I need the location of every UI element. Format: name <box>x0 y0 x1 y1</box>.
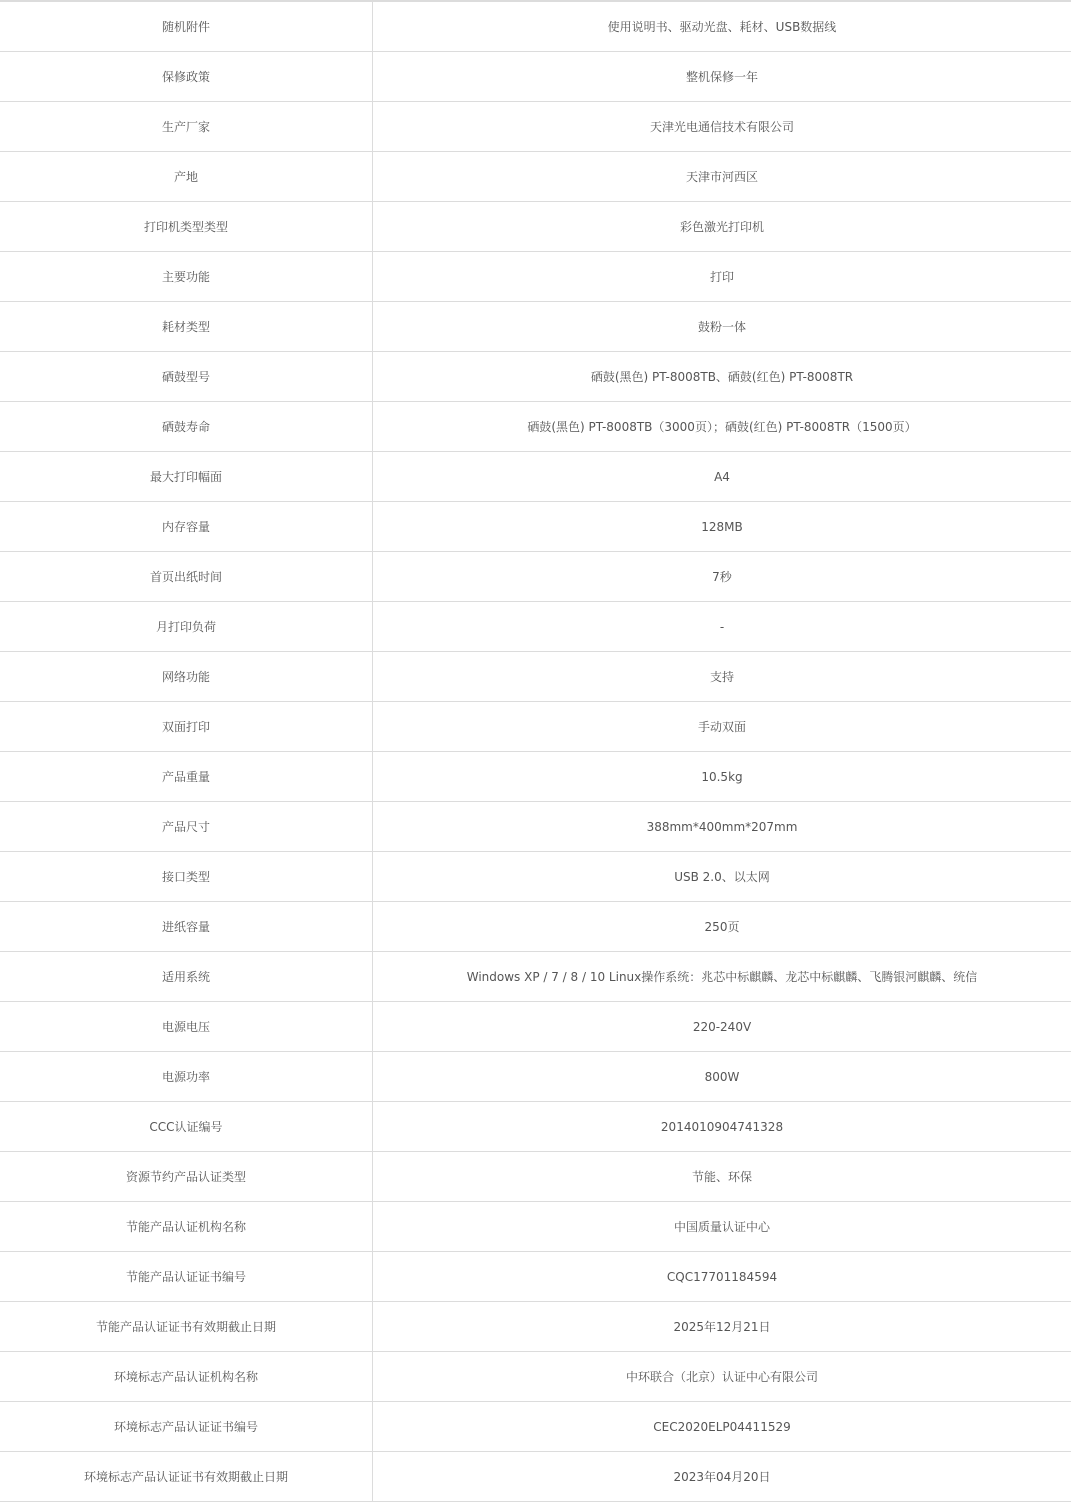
spec-value: Windows XP / 7 / 8 / 10 Linux操作系统：兆芯中标麒麟、龙芯中标麒麟、飞腾银河麒麟、统信 <box>373 952 1071 1002</box>
spec-label: 月打印负荷 <box>0 602 373 652</box>
spec-value: 天津光电通信技术有限公司 <box>373 102 1071 152</box>
spec-label: 产品重量 <box>0 752 373 802</box>
spec-value: 硒鼓(黑色) PT-8008TB、硒鼓(红色) PT-8008TR <box>373 352 1071 402</box>
table-row <box>0 402 1071 452</box>
table-row <box>0 252 1071 302</box>
table-row <box>0 702 1071 752</box>
spec-value: 10.5kg <box>373 752 1071 802</box>
spec-value: 2023年04月20日 <box>373 1452 1071 1502</box>
table-row <box>0 1002 1071 1052</box>
table-row <box>0 1302 1071 1352</box>
spec-label: 节能产品认证机构名称 <box>0 1202 373 1252</box>
spec-value: 388mm*400mm*207mm <box>373 802 1071 852</box>
spec-label: 耗材类型 <box>0 302 373 352</box>
spec-label: 节能产品认证证书有效期截止日期 <box>0 1302 373 1352</box>
table-row <box>0 1352 1071 1402</box>
spec-label: 接口类型 <box>0 852 373 902</box>
table-row <box>0 1452 1071 1502</box>
table-row <box>0 1052 1071 1102</box>
spec-label: 电源功率 <box>0 1052 373 1102</box>
table-row <box>0 302 1071 352</box>
table-row <box>0 652 1071 702</box>
spec-value: 支持 <box>373 652 1071 702</box>
spec-value: 中国质量认证中心 <box>373 1202 1071 1252</box>
spec-label: 打印机类型类型 <box>0 202 373 252</box>
spec-value: 硒鼓(黑色) PT-8008TB（3000页）；硒鼓(红色) PT-8008TR（1500页） <box>373 402 1071 452</box>
spec-label: 电源电压 <box>0 1002 373 1052</box>
spec-label: 生产厂家 <box>0 102 373 152</box>
table-row <box>0 902 1071 952</box>
spec-label: 首页出纸时间 <box>0 552 373 602</box>
table-row <box>0 502 1071 552</box>
spec-label: 适用系统 <box>0 952 373 1002</box>
table-row <box>0 552 1071 602</box>
spec-label: 主要功能 <box>0 252 373 302</box>
table-row <box>0 52 1071 102</box>
spec-value: 250页 <box>373 902 1071 952</box>
spec-value: 打印 <box>373 252 1071 302</box>
table-row <box>0 852 1071 902</box>
spec-table-body <box>0 1 1071 1502</box>
table-row <box>0 452 1071 502</box>
spec-value: 鼓粉一体 <box>373 302 1071 352</box>
spec-label: 环境标志产品认证证书有效期截止日期 <box>0 1452 373 1502</box>
spec-label: 产品尺寸 <box>0 802 373 852</box>
spec-label: 硒鼓寿命 <box>0 402 373 452</box>
spec-value: A4 <box>373 452 1071 502</box>
spec-label: 内存容量 <box>0 502 373 552</box>
table-row <box>0 802 1071 852</box>
spec-value: 220-240V <box>373 1002 1071 1052</box>
spec-value: 天津市河西区 <box>373 152 1071 202</box>
table-row <box>0 602 1071 652</box>
spec-value: 节能、环保 <box>373 1152 1071 1202</box>
table-row <box>0 1 1071 52</box>
spec-value: 手动双面 <box>373 702 1071 752</box>
spec-label: 环境标志产品认证机构名称 <box>0 1352 373 1402</box>
spec-label: 网络功能 <box>0 652 373 702</box>
spec-label: 产地 <box>0 152 373 202</box>
spec-value: 2014010904741328 <box>373 1102 1071 1152</box>
table-row <box>0 1102 1071 1152</box>
spec-label: CCC认证编号 <box>0 1102 373 1152</box>
spec-value: 整机保修一年 <box>373 52 1071 102</box>
table-row <box>0 202 1071 252</box>
spec-label: 资源节约产品认证类型 <box>0 1152 373 1202</box>
spec-value: USB 2.0、以太网 <box>373 852 1071 902</box>
spec-label: 环境标志产品认证证书编号 <box>0 1402 373 1452</box>
spec-label: 硒鼓型号 <box>0 352 373 402</box>
table-row <box>0 152 1071 202</box>
table-row <box>0 102 1071 152</box>
table-row <box>0 752 1071 802</box>
spec-value: - <box>373 602 1071 652</box>
table-row <box>0 1202 1071 1252</box>
table-row <box>0 1252 1071 1302</box>
spec-value: 7秒 <box>373 552 1071 602</box>
spec-value: CQC17701184594 <box>373 1252 1071 1302</box>
table-row <box>0 1152 1071 1202</box>
spec-label: 随机附件 <box>0 1 373 52</box>
table-row <box>0 352 1071 402</box>
spec-label: 进纸容量 <box>0 902 373 952</box>
spec-label: 双面打印 <box>0 702 373 752</box>
table-row <box>0 1402 1071 1452</box>
table-row <box>0 952 1071 1002</box>
spec-label: 节能产品认证证书编号 <box>0 1252 373 1302</box>
spec-label: 保修政策 <box>0 52 373 102</box>
spec-value: 800W <box>373 1052 1071 1102</box>
spec-value: CEC2020ELP04411529 <box>373 1402 1071 1452</box>
spec-value: 128MB <box>373 502 1071 552</box>
spec-value: 使用说明书、驱动光盘、耗材、USB数据线 <box>373 1 1071 52</box>
spec-value: 彩色激光打印机 <box>373 202 1071 252</box>
spec-value: 中环联合（北京）认证中心有限公司 <box>373 1352 1071 1402</box>
spec-value: 2025年12月21日 <box>373 1302 1071 1352</box>
spec-label: 最大打印幅面 <box>0 452 373 502</box>
